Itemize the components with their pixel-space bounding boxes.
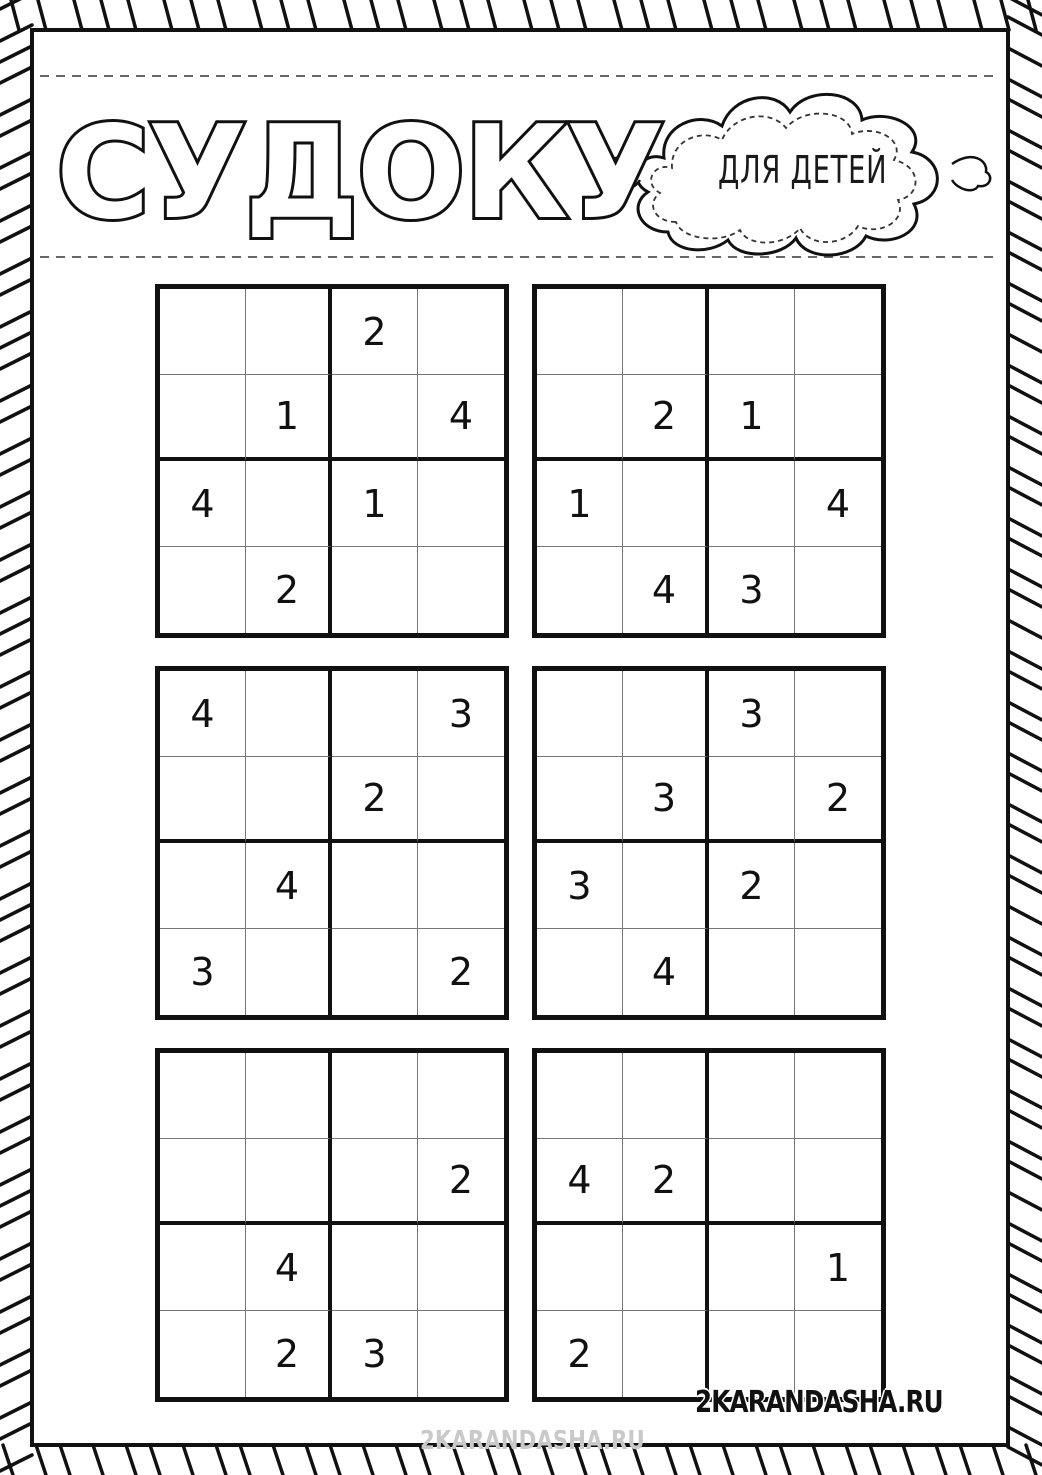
sudoku-grid-1 (155, 284, 509, 638)
sudoku-cell[interactable]: 2 (623, 1139, 709, 1225)
sudoku-cell[interactable]: 4 (537, 1139, 623, 1225)
sudoku-cell[interactable]: 4 (418, 375, 504, 461)
sudoku-cell[interactable] (709, 1053, 795, 1139)
sudoku-cell[interactable] (709, 289, 795, 375)
sudoku-cell[interactable]: 1 (537, 461, 623, 547)
sudoku-cell[interactable] (160, 1225, 246, 1311)
sudoku-cell[interactable] (332, 547, 418, 633)
sudoku-cell[interactable] (418, 1311, 504, 1397)
sudoku-cell[interactable]: 4 (246, 1225, 332, 1311)
sudoku-cell[interactable] (332, 671, 418, 757)
sudoku-cell[interactable] (418, 289, 504, 375)
sudoku-cell[interactable] (795, 375, 881, 461)
sudoku-grid-6 (532, 1048, 886, 1402)
sudoku-cell[interactable]: 1 (332, 461, 418, 547)
sudoku-cell[interactable] (623, 843, 709, 929)
sudoku-cell[interactable] (709, 1139, 795, 1225)
sudoku-cell[interactable]: 1 (795, 1225, 881, 1311)
sudoku-cell[interactable] (709, 757, 795, 843)
sudoku-cell[interactable] (537, 1053, 623, 1139)
sudoku-cell[interactable]: 2 (448, 950, 474, 994)
sudoku-cell[interactable] (246, 461, 332, 547)
sudoku-cell[interactable] (623, 671, 709, 757)
sudoku-cell[interactable] (623, 1053, 709, 1139)
sudoku-cell[interactable] (537, 929, 623, 1015)
sudoku-cell[interactable]: 2 (795, 757, 881, 843)
sudoku-cell[interactable] (246, 1053, 332, 1139)
sudoku-cell[interactable]: 2 (537, 1311, 623, 1397)
page-title: СУДОКУ (56, 99, 663, 248)
sudoku-cell[interactable]: 2 (623, 375, 709, 461)
sudoku-cell[interactable] (795, 1053, 881, 1139)
sudoku-cell[interactable] (160, 843, 246, 929)
sudoku-cell[interactable] (537, 1225, 623, 1311)
sudoku-cell[interactable] (537, 671, 623, 757)
sudoku-cell[interactable] (418, 1053, 504, 1139)
sudoku-cell[interactable] (537, 547, 623, 633)
sudoku-cell[interactable] (795, 1139, 881, 1225)
sudoku-cell[interactable] (332, 1139, 418, 1225)
sudoku-cell[interactable] (160, 547, 246, 633)
sudoku-cell[interactable]: 3 (537, 843, 623, 929)
sudoku-cell[interactable] (160, 375, 246, 461)
sudoku-cell[interactable] (418, 547, 504, 633)
sudoku-cell[interactable]: 4 (246, 843, 332, 929)
sudoku-cell[interactable]: 1 (709, 375, 795, 461)
sudoku-cell[interactable] (709, 929, 795, 1015)
sudoku-cell[interactable] (418, 843, 504, 929)
sudoku-cell[interactable] (332, 843, 418, 929)
sudoku-cell[interactable] (795, 929, 881, 1015)
sudoku-cell[interactable] (795, 547, 881, 633)
sudoku-cell[interactable] (537, 757, 623, 843)
sudoku-cell[interactable]: 3 (709, 671, 795, 757)
sudoku-grid-3 (155, 666, 509, 1020)
sudoku-cell[interactable]: 2 (709, 843, 795, 929)
sudoku-cell[interactable]: 2 (418, 1139, 504, 1225)
sudoku-cell[interactable] (246, 671, 332, 757)
sudoku-cell[interactable] (332, 375, 418, 461)
sudoku-cell[interactable]: 4 (623, 547, 709, 633)
sudoku-cell[interactable] (332, 929, 418, 1015)
sudoku-grid-4 (532, 666, 886, 1020)
title-container (56, 99, 663, 248)
sudoku-cell[interactable]: 4 (623, 929, 709, 1015)
sudoku-cell[interactable] (795, 671, 881, 757)
sudoku-cell[interactable] (795, 843, 881, 929)
sudoku-cell[interactable] (160, 1053, 246, 1139)
sudoku-cell[interactable] (709, 1225, 795, 1311)
sudoku-cell[interactable] (418, 461, 504, 547)
sudoku-cell[interactable] (160, 1139, 246, 1225)
sudoku-cell[interactable]: 3 (332, 1311, 418, 1397)
sudoku-cell[interactable]: 4 (795, 461, 881, 547)
sudoku-cell[interactable] (246, 929, 332, 1015)
sudoku-cell[interactable]: 4 (160, 461, 246, 547)
sudoku-grid-5 (155, 1048, 509, 1402)
sudoku-cell[interactable] (160, 289, 246, 375)
right-wing-icon (952, 157, 990, 190)
sudoku-cell[interactable]: 3 (418, 671, 504, 757)
sudoku-cell[interactable] (623, 1225, 709, 1311)
sudoku-cell[interactable] (537, 375, 623, 461)
watermark-faint: 2KARANDASHA.RU (420, 1426, 645, 1456)
sudoku-cell[interactable] (418, 757, 504, 843)
sudoku-cell[interactable] (246, 1139, 332, 1225)
sudoku-cell[interactable] (332, 1225, 418, 1311)
sudoku-cell[interactable]: 3 (160, 929, 246, 1015)
sudoku-cell[interactable]: 4 (160, 671, 246, 757)
sudoku-cell[interactable] (623, 461, 709, 547)
sudoku-cell[interactable]: 2 (332, 757, 418, 843)
sudoku-cell[interactable] (246, 757, 332, 843)
sudoku-cell[interactable] (160, 757, 246, 843)
sudoku-cell[interactable] (623, 289, 709, 375)
sudoku-cell[interactable]: 1 (246, 375, 332, 461)
sudoku-cell[interactable] (418, 1225, 504, 1311)
sudoku-cell[interactable] (160, 1311, 246, 1397)
sudoku-cell[interactable] (709, 461, 795, 547)
sudoku-cell[interactable] (246, 289, 332, 375)
sudoku-cell[interactable] (332, 1053, 418, 1139)
sudoku-cell[interactable] (537, 289, 623, 375)
watermark-main: 2KARANDASHA.RU (695, 1385, 943, 1420)
sudoku-cell[interactable]: 2 (246, 547, 332, 633)
sudoku-cell[interactable]: 3 (623, 757, 709, 843)
sudoku-cell[interactable]: 2 (332, 289, 418, 375)
sudoku-grid-2 (532, 284, 886, 638)
sudoku-cell[interactable]: 3 (709, 547, 795, 633)
page-subtitle: ДЛЯ ДЕТЕЙ (718, 148, 888, 192)
sudoku-cell[interactable]: 2 (246, 1311, 332, 1397)
sudoku-cell[interactable] (795, 289, 881, 375)
